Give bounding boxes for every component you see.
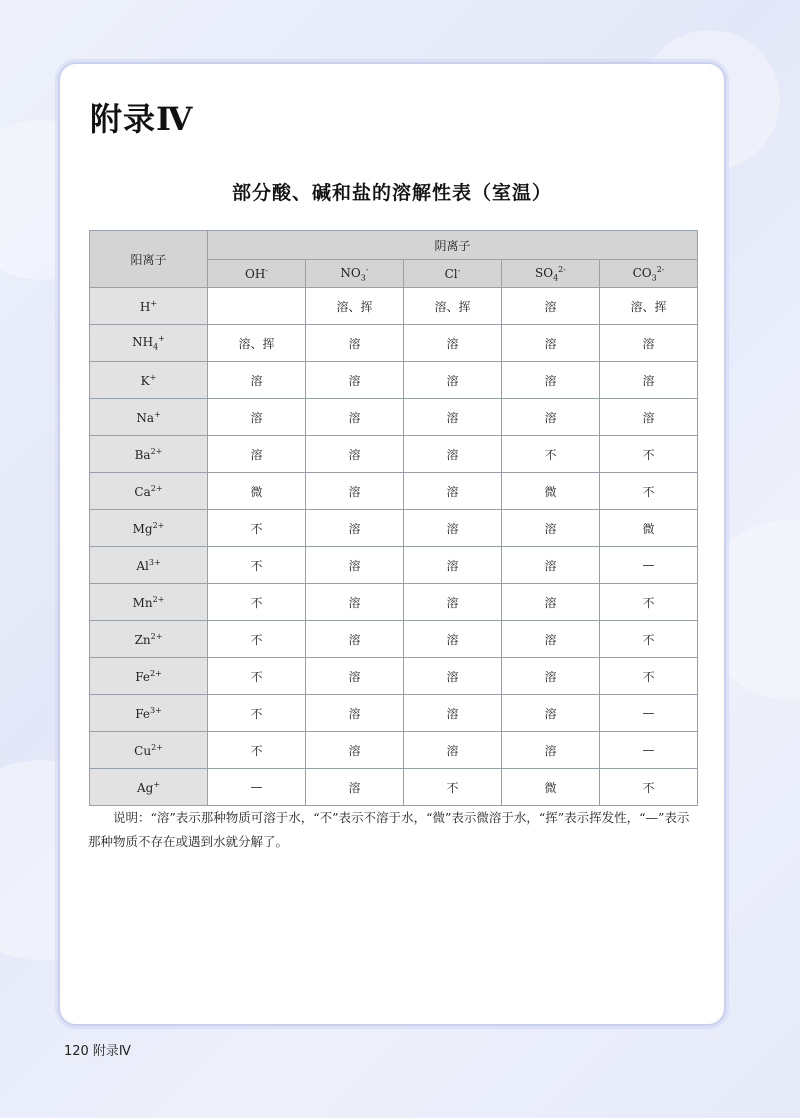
solubility-cell (208, 288, 306, 325)
solubility-table (89, 230, 698, 806)
solubility-cell: 微 (502, 473, 600, 510)
solubility-cell: 溶、挥 (306, 288, 404, 325)
ion-formula (136, 559, 160, 573)
ion-charge: + (158, 334, 165, 344)
table-row (90, 732, 698, 769)
solubility-cell: 溶 (502, 362, 600, 399)
ion-symbol: Zn (134, 632, 151, 647)
ion-formula (137, 781, 160, 795)
ion-formula (140, 300, 157, 314)
cation-cell (90, 695, 208, 732)
solubility-cell: — (600, 732, 698, 769)
table-row (90, 362, 698, 399)
table-row (90, 621, 698, 658)
cation-cell (90, 510, 208, 547)
ion-charge: + (150, 298, 158, 308)
ion-symbol: Na (136, 410, 154, 425)
table-row (90, 510, 698, 547)
solubility-cell: 溶 (306, 732, 404, 769)
solubility-cell: 溶 (306, 769, 404, 806)
solubility-cell: 溶 (502, 621, 600, 658)
ion-symbol: SO (535, 265, 554, 280)
solubility-cell: 溶 (404, 695, 502, 732)
table-row (90, 769, 698, 806)
ion-symbol: Fe (135, 669, 150, 684)
solubility-cell: 溶 (502, 695, 600, 732)
solubility-cell: 溶 (502, 288, 600, 325)
solubility-cell: 不 (208, 695, 306, 732)
ion-formula (340, 264, 369, 283)
solubility-cell: 溶、挥 (404, 288, 502, 325)
ion-charge: 2+ (149, 668, 162, 678)
ion-charge: + (153, 779, 161, 789)
cation-cell (90, 621, 208, 658)
ion-symbol: CO (632, 265, 652, 280)
solubility-cell: 溶 (502, 325, 600, 362)
ion-subscript: 4 (553, 273, 559, 283)
cation-cell (90, 658, 208, 695)
solubility-cell: 溶 (404, 362, 502, 399)
anion-header: 阴离子 (208, 231, 698, 260)
solubility-cell: 不 (600, 769, 698, 806)
solubility-cell: 溶 (502, 732, 600, 769)
solubility-cell: 不 (208, 547, 306, 584)
cation-cell (90, 584, 208, 621)
ion-charge: 2+ (152, 594, 165, 604)
ion-charge: - (457, 266, 461, 275)
cation-cell (90, 436, 208, 473)
solubility-cell: 溶 (306, 547, 404, 584)
table-row (90, 695, 698, 732)
solubility-cell: 溶 (502, 547, 600, 584)
table-row (90, 547, 698, 584)
ion-charge: 3+ (149, 705, 162, 715)
ion-charge: 2- (558, 264, 566, 274)
ion-symbol: Mn (132, 595, 153, 610)
solubility-cell: 不 (208, 584, 306, 621)
ion-charge: 2+ (150, 631, 163, 641)
cation-cell (90, 547, 208, 584)
ion-symbol: Cu (134, 743, 152, 758)
page-card (58, 62, 726, 1026)
ion-symbol: K (140, 373, 150, 388)
ion-charge: 2+ (150, 483, 163, 493)
solubility-cell: 不 (502, 436, 600, 473)
ion-charge: - (365, 264, 369, 274)
solubility-cell: 溶 (600, 325, 698, 362)
solubility-cell: 不 (208, 732, 306, 769)
solubility-cell: 溶 (306, 510, 404, 547)
cation-cell (90, 399, 208, 436)
ion-symbol: Ca (134, 484, 151, 499)
solubility-cell: 溶 (502, 658, 600, 695)
footer-label: 附录Ⅳ (92, 1044, 131, 1059)
solubility-cell: 溶 (502, 584, 600, 621)
ion-symbol: NH (132, 335, 154, 350)
table-row (90, 288, 698, 325)
solubility-cell: 溶 (600, 362, 698, 399)
table-row (90, 399, 698, 436)
solubility-cell: 溶 (404, 732, 502, 769)
ion-charge: + (149, 372, 157, 382)
ion-formula (132, 334, 165, 352)
solubility-cell: 溶 (208, 362, 306, 399)
ion-charge: + (153, 409, 161, 419)
solubility-cell: 不 (208, 658, 306, 695)
solubility-cell: 溶 (306, 436, 404, 473)
solubility-cell: 溶 (404, 584, 502, 621)
solubility-cell: 溶 (502, 510, 600, 547)
table-title: 部分酸、碱和盐的溶解性表（室温） (231, 182, 552, 204)
table-row (90, 473, 698, 510)
ion-formula (135, 448, 163, 462)
solubility-cell: 溶 (208, 399, 306, 436)
page-footer (64, 1040, 131, 1059)
ion-formula (632, 264, 665, 283)
ion-formula (134, 744, 163, 758)
ion-symbol: Mg (132, 521, 153, 536)
anion-column-header (208, 260, 306, 288)
ion-symbol: Ba (134, 447, 151, 462)
ion-formula (141, 374, 157, 388)
cation-cell (90, 325, 208, 362)
solubility-cell: 溶 (404, 473, 502, 510)
solubility-cell: 溶 (404, 436, 502, 473)
solubility-cell: 溶 (404, 547, 502, 584)
solubility-cell: 溶 (306, 695, 404, 732)
page-number: 120 (64, 1044, 89, 1059)
solubility-cell: 不 (600, 584, 698, 621)
solubility-cell: — (208, 769, 306, 806)
cation-cell (90, 473, 208, 510)
ion-formula (135, 670, 162, 684)
cation-cell (90, 288, 208, 325)
ion-charge: 2- (656, 264, 665, 274)
table-row (90, 436, 698, 473)
solubility-cell: 溶 (306, 658, 404, 695)
solubility-cell: — (600, 695, 698, 732)
ion-symbol: H (139, 299, 151, 314)
solubility-cell: 溶 (404, 325, 502, 362)
ion-formula (135, 707, 162, 721)
ion-formula (133, 522, 165, 536)
solubility-cell: 溶 (404, 510, 502, 547)
solubility-cell: 溶 (404, 658, 502, 695)
ion-charge: 2+ (152, 520, 165, 530)
solubility-cell: 溶 (502, 399, 600, 436)
ion-formula (134, 485, 162, 499)
solubility-cell: 溶 (600, 399, 698, 436)
solubility-cell: — (600, 547, 698, 584)
ion-formula (535, 264, 566, 283)
ion-formula (135, 633, 163, 647)
solubility-cell: 不 (208, 510, 306, 547)
cation-header: 阳离子 (90, 231, 208, 288)
solubility-cell: 不 (208, 621, 306, 658)
ion-charge: 2+ (150, 446, 163, 456)
ion-formula (445, 267, 461, 281)
table-row (90, 325, 698, 362)
anion-column-header (600, 260, 698, 288)
solubility-cell: 溶 (306, 325, 404, 362)
ion-charge: 2+ (151, 742, 163, 752)
solubility-cell: 溶、挥 (600, 288, 698, 325)
ion-subscript: 4 (153, 342, 159, 352)
solubility-cell: 溶 (306, 399, 404, 436)
ion-formula (245, 267, 268, 281)
ion-symbol: Ag (136, 780, 154, 795)
solubility-cell: 微 (600, 510, 698, 547)
solubility-cell: 不 (600, 658, 698, 695)
cation-cell (90, 362, 208, 399)
ion-formula (136, 411, 160, 425)
ion-charge: - (265, 266, 268, 275)
table-row (90, 584, 698, 621)
ion-symbol: Fe (135, 706, 150, 721)
ion-subscript: 3 (651, 273, 657, 283)
anion-column-header (404, 260, 502, 288)
solubility-cell: 溶、挥 (208, 325, 306, 362)
cation-cell (90, 769, 208, 806)
solubility-cell: 溶 (306, 621, 404, 658)
anion-column-header (502, 260, 600, 288)
solubility-cell: 溶 (306, 473, 404, 510)
ion-symbol: NO (340, 265, 361, 280)
solubility-cell: 溶 (306, 362, 404, 399)
solubility-cell: 溶 (404, 399, 502, 436)
ion-charge: 3+ (148, 557, 161, 567)
appendix-title: 附录Ⅳ (90, 100, 194, 138)
table-note: 说明：“溶”表示那种物质可溶于水，“不”表示不溶于水，“微”表示微溶于水，“挥”表示挥发性，“—”表示那种物质不存在或遇到水就分解了。 (88, 810, 690, 849)
ion-symbol: Cl (444, 267, 458, 281)
solubility-cell: 溶 (208, 436, 306, 473)
solubility-cell: 微 (208, 473, 306, 510)
anion-column-header (306, 260, 404, 288)
cation-cell (90, 732, 208, 769)
solubility-cell: 溶 (404, 621, 502, 658)
ion-formula (133, 596, 165, 610)
solubility-cell: 微 (502, 769, 600, 806)
ion-subscript: 3 (360, 273, 366, 283)
table-row (90, 658, 698, 695)
ion-symbol: OH (244, 267, 266, 281)
solubility-cell: 溶 (306, 584, 404, 621)
solubility-cell: 不 (600, 621, 698, 658)
solubility-cell: 不 (600, 436, 698, 473)
solubility-cell: 不 (404, 769, 502, 806)
solubility-cell: 不 (600, 473, 698, 510)
ion-symbol: Al (136, 558, 149, 573)
